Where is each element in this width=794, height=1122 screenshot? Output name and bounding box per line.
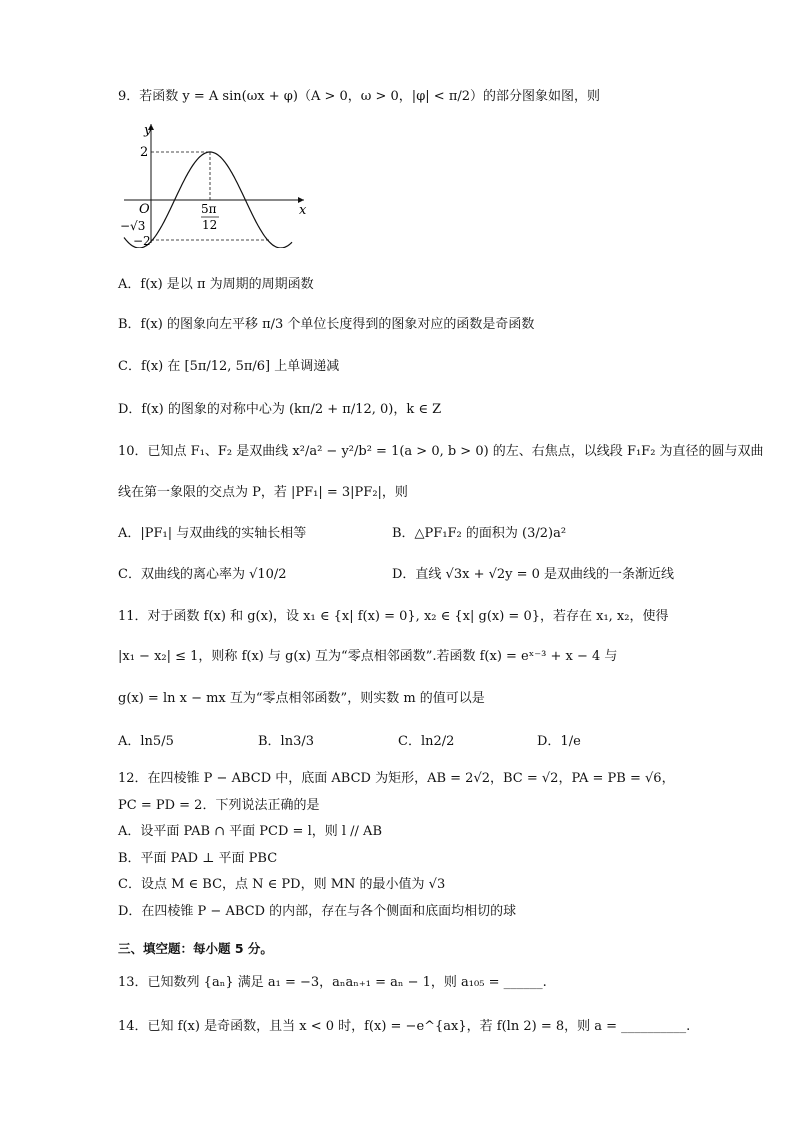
q9-option-c: C．f(x) 在 [5π/12, 5π/6] 上单调递减 <box>118 359 340 374</box>
q12-option-d: D．在四棱锥 P − ABCD 的内部，存在与各个侧面和底面均相切的球 <box>118 904 517 919</box>
section-three-heading: 三、填空题：每小题 5 分。 <box>118 941 273 956</box>
q12-stem-2: PC = PD = 2．下列说法正确的是 <box>118 798 320 813</box>
q11-stem-3: g(x) = ln x − mx 互为“零点相邻函数”，则实数 m 的值可以是 <box>118 691 485 706</box>
q9-option-d: D．f(x) 的图象的对称中心为 (kπ/2 + π/12, 0)，k ∈ Z <box>118 402 442 417</box>
q12-option-a: A．设平面 PAB ∩ 平面 PCD = l，则 l // AB <box>118 824 382 839</box>
q11-stem-1: 11．对于函数 f(x) 和 g(x)，设 x₁ ∈ {x| f(x) = 0}, x₂ ∈ {x| g(x) = 0}，若存在 x₁, x₂，使得 <box>118 609 669 624</box>
origin-label: O <box>139 202 150 217</box>
q9-sine-graph <box>118 118 308 248</box>
y-min-label: −2 <box>133 234 151 248</box>
q10-stem-1: 10．已知点 F₁、F₂ 是双曲线 x²/a² − y²/b² = 1(a > 0, b > 0) 的左、右焦点，以线段 F₁F₂ 为直径的圆与双曲 <box>118 444 764 459</box>
q9-stem: 9．若函数 y = A sin(ωx + φ)（A > 0，ω > 0，|φ| < π/2）的部分图象如图，则 <box>118 89 601 104</box>
q9-option-a: A．f(x) 是以 π 为周期的周期函数 <box>118 277 314 292</box>
q11-option-d: D．1/e <box>537 734 581 749</box>
y-intercept-label: −√3 <box>120 219 146 233</box>
q10-option-a: A．|PF₁| 与双曲线的实轴长相等 <box>118 526 307 541</box>
q12-stem-1: 12．在四棱锥 P − ABCD 中，底面 ABCD 为矩形，AB = 2√2，BC = √2，PA = PB = √6， <box>118 771 675 786</box>
q11-option-a: A．ln5/5 <box>118 734 174 749</box>
y-max-label: 2 <box>140 145 149 160</box>
x-axis-label: x <box>299 203 307 218</box>
q12-option-b: B．平面 PAD ⊥ 平面 PBC <box>118 851 278 866</box>
q11-option-b: B．ln3/3 <box>258 734 315 749</box>
q9-graph-svg <box>118 118 308 248</box>
peak-x-num: 5π <box>201 202 217 216</box>
q10-option-c: C．双曲线的离心率为 √10/2 <box>118 567 287 582</box>
q14-stem: 14．已知 f(x) 是奇函数，且当 x < 0 时，f(x) = −e^{ax}，若 f(ln 2) = 8，则 a = __________. <box>118 1019 691 1034</box>
q13-stem: 13．已知数列 {aₙ} 满足 a₁ = −3，aₙaₙ₊₁ = aₙ − 1，则 a₁₀₅ = ______. <box>118 975 547 990</box>
q10-option-b: B．△PF₁F₂ 的面积为 (3/2)a² <box>392 526 567 541</box>
q12-option-c: C．设点 M ∈ BC，点 N ∈ PD，则 MN 的最小值为 √3 <box>118 877 446 892</box>
peak-x-den: 12 <box>202 218 218 232</box>
y-axis-label: y <box>144 123 152 138</box>
q9-option-b: B．f(x) 的图象向左平移 π/3 个单位长度得到的图象对应的函数是奇函数 <box>118 317 535 332</box>
q11-option-c: C．ln2/2 <box>398 734 455 749</box>
q10-stem-2: 线在第一象限的交点为 P，若 |PF₁| = 3|PF₂|，则 <box>118 485 408 500</box>
q11-stem-2: |x₁ − x₂| ≤ 1，则称 f(x) 与 g(x) 互为“零点相邻函数”.若函数 f(x) = eˣ⁻³ + x − 4 与 <box>118 649 618 664</box>
q10-option-d: D．直线 √3x + √2y = 0 是双曲线的一条渐近线 <box>392 567 675 582</box>
